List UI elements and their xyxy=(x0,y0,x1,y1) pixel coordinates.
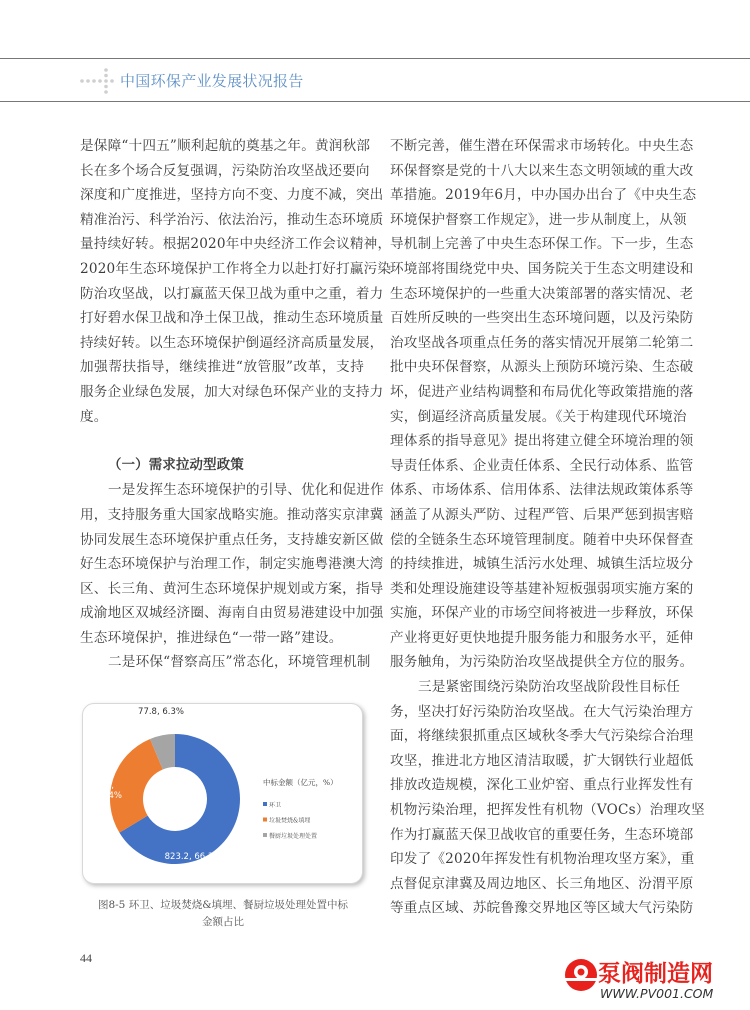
text-line: 持续好转。以生态环境保护倒逼经济高质量发展， xyxy=(80,334,384,351)
text-line: 革措施。2019年6月，中办国办出台了《中央生态 xyxy=(390,187,697,204)
running-header-title: 中国环保产业发展状况报告 xyxy=(120,72,304,90)
figure-caption xyxy=(82,897,364,931)
text-line: 等重点区域、苏皖鲁豫交界地区等区域大气污染防 xyxy=(390,900,694,917)
text-line: 二是环保“督察高压”常态化，环境管理机制 xyxy=(108,654,371,671)
header-bottom-rule xyxy=(0,101,750,102)
legend-swatch-2 xyxy=(263,833,267,837)
text-line: 务，坚决打好污染防治攻坚战。在大气污染治理方 xyxy=(390,703,694,720)
watermark-name: 泵阀制造网 xyxy=(598,961,713,987)
section-heading xyxy=(80,454,364,479)
text-line: 区、长三角、黄河生态环境保护规划或方案，指导 xyxy=(80,580,384,597)
text-line: 长在多个场合反复强调，污染防治攻坚战还要向 xyxy=(80,162,370,179)
caption-line-1: 图8-5 环卫、垃圾焚烧&填埋、餐厨垃圾处理处置中标 xyxy=(97,899,349,911)
text-line: 攻坚，推进北方地区清洁取暖，扩大钢铁行业超低 xyxy=(390,752,694,769)
header-top-rule xyxy=(0,58,750,59)
text-line: 环境保护督察工作规定》，进一步从制度上，从领 xyxy=(390,211,687,228)
paragraph xyxy=(390,675,705,921)
text-line: 坏，促进产业结构调整和布局优化等政策措施的落 xyxy=(390,383,694,400)
paragraph xyxy=(80,134,392,429)
text-line: 导责任体系、企业责任体系、全民行动体系、监管 xyxy=(390,457,694,474)
text-line: 加强帮扶指导，继续推进“放管服”改革，支持 xyxy=(80,359,364,376)
text-line: 精准治污、科学治污、依法治污，推动生态环境质 xyxy=(80,211,384,228)
legend-swatch-1 xyxy=(263,818,267,822)
text-line: 治攻坚战各项重点任务的落实情况开展第二轮第二 xyxy=(390,334,694,351)
legend-title: 中标金额（亿元，%） xyxy=(263,778,338,787)
text-line: 生态环境保护，推进绿色“一带一路”建设。 xyxy=(80,629,343,646)
data-label-1: 340, 27.4% xyxy=(95,781,123,801)
text-line: 协同发展生态环境保护重点任务，支持雄安新区做 xyxy=(80,531,384,548)
data-label-2: 77.8, 6.3% xyxy=(138,707,184,717)
text-line: 2020年生态环境保护工作将全力以赴打好打赢污染 xyxy=(80,260,392,277)
text-line: 用，支持服务重大国家战略实施。推动落实京津冀 xyxy=(80,506,384,523)
text-line: 的持续推进，城镇生活污水处理、城镇生活垃圾分 xyxy=(390,556,694,573)
paragraph xyxy=(80,650,371,675)
text-line: 实施，环保产业的市场空间将被进一步释放，环保 xyxy=(390,605,694,622)
paragraph-gap xyxy=(80,429,364,454)
text-line: 环境部将围绕党中央、国务院关于生态文明建设和 xyxy=(390,260,694,277)
text-line: 深度和广度推进，坚持方向不变、力度不减，突出 xyxy=(80,187,384,204)
text-line: 量持续好转。根据2020年中央经济工作会议精神， xyxy=(80,236,392,253)
text-line: （一）需求拉动型政策 xyxy=(108,457,244,473)
text-line: 防治攻坚战，以打赢蓝天保卫战为重中之重，着力 xyxy=(80,285,384,302)
text-line: 实，倒逼经济高质量发展。《关于构建现代环境治 xyxy=(390,408,687,425)
caption-line-2: 金额占比 xyxy=(202,916,244,928)
donut-slice-1 xyxy=(110,739,163,833)
text-line: 点督促京津冀及周边地区、长三角地区、汾渭平原 xyxy=(390,875,694,892)
text-line: 成渝地区双城经济圈、海南自由贸易港建设中加强 xyxy=(80,605,384,622)
text-line: 面，将继续狠抓重点区域秋冬季大气污染综合治理 xyxy=(390,728,694,745)
text-line: 排放改造规模，深化工业炉窑、重点行业挥发性有 xyxy=(390,777,694,794)
text-line: 服务触角，为污染防治攻坚战提供全方位的服务。 xyxy=(390,654,694,671)
text-line: 偿的全链条生态环境管理制度。随着中央环保督查 xyxy=(390,531,694,548)
text-line: 不断完善，催生潜在环保需求市场转化。中央生态 xyxy=(390,138,694,154)
text-line: 体系、市场体系、信用体系、法律法规政策体系等 xyxy=(390,482,694,499)
paragraph xyxy=(80,478,384,650)
text-line: 是保障“十四五”顺利起航的奠基之年。黄润秋部 xyxy=(80,138,371,154)
text-line: 涵盖了从源头严防、过程严管、后果严惩到损害赔 xyxy=(390,506,694,523)
legend-swatch-0 xyxy=(263,802,267,806)
text-line: 一是发挥生态环境保护的引导、优化和促进作 xyxy=(108,482,384,499)
text-line: 类和处理设施建设等基建补短板强弱项实施方案的 xyxy=(390,580,694,597)
donut-chart xyxy=(82,703,363,884)
legend-item-0: 环卫 xyxy=(269,802,282,809)
legend-item-2: 餐厨垃圾处理处置 xyxy=(269,833,318,840)
text-line: 作为打赢蓝天保卫战收官的重要任务，生态环境部 xyxy=(390,826,694,843)
data-label-0: 823.2, 66.3% xyxy=(164,852,222,862)
text-line: 好生态环境保护与治理工作，制定实施粤港澳大湾 xyxy=(80,556,384,573)
text-line: 环保督察是党的十八大以来生态文明领域的重大改 xyxy=(390,162,694,179)
text-line: 度。 xyxy=(80,408,108,425)
text-line: 产业将更好更快地提升服务能力和服务水平，延伸 xyxy=(390,629,694,646)
text-line: 导机制上完善了中央生态环保工作。下一步，生态 xyxy=(390,236,694,253)
page-number: 44 xyxy=(80,951,92,965)
text-line: 机物污染治理，把挥发性有机物（VOCs）治理攻坚 xyxy=(390,802,705,819)
text-line: 生态环境保护的一些重大决策部署的落实情况、老 xyxy=(390,285,694,302)
watermark-url: WWW.PV001.COM xyxy=(600,986,714,1001)
right-text-column xyxy=(390,134,705,921)
paragraph xyxy=(390,134,697,675)
text-line: 打好碧水保卫战和净土保卫战，推动生态环境质量 xyxy=(80,310,384,327)
text-line: 批中央环保督察，从源头上预防环境污染、生态破 xyxy=(390,359,694,376)
text-line: 三是紧密围绕污染防治攻坚战阶段性目标任 xyxy=(418,679,681,696)
text-line: 百姓所反映的一些突出生态环境问题，以及污染防 xyxy=(390,310,694,327)
dot-arrow-icon xyxy=(78,66,118,96)
legend-item-1: 垃圾焚烧&填埋 xyxy=(269,817,311,825)
text-line: 印发了《2020年挥发性有机物治理攻坚方案》，重 xyxy=(390,851,695,868)
watermark-logo xyxy=(562,955,747,1005)
left-text-column xyxy=(80,134,392,675)
chart-canvas xyxy=(83,704,362,883)
text-line: 服务企业绿色发展，加大对绿色环保产业的支持力 xyxy=(80,383,384,400)
valve-logo-icon xyxy=(564,958,598,992)
text-line: 理体系的指导意见》提出将建立健全环境治理的领 xyxy=(390,433,694,450)
